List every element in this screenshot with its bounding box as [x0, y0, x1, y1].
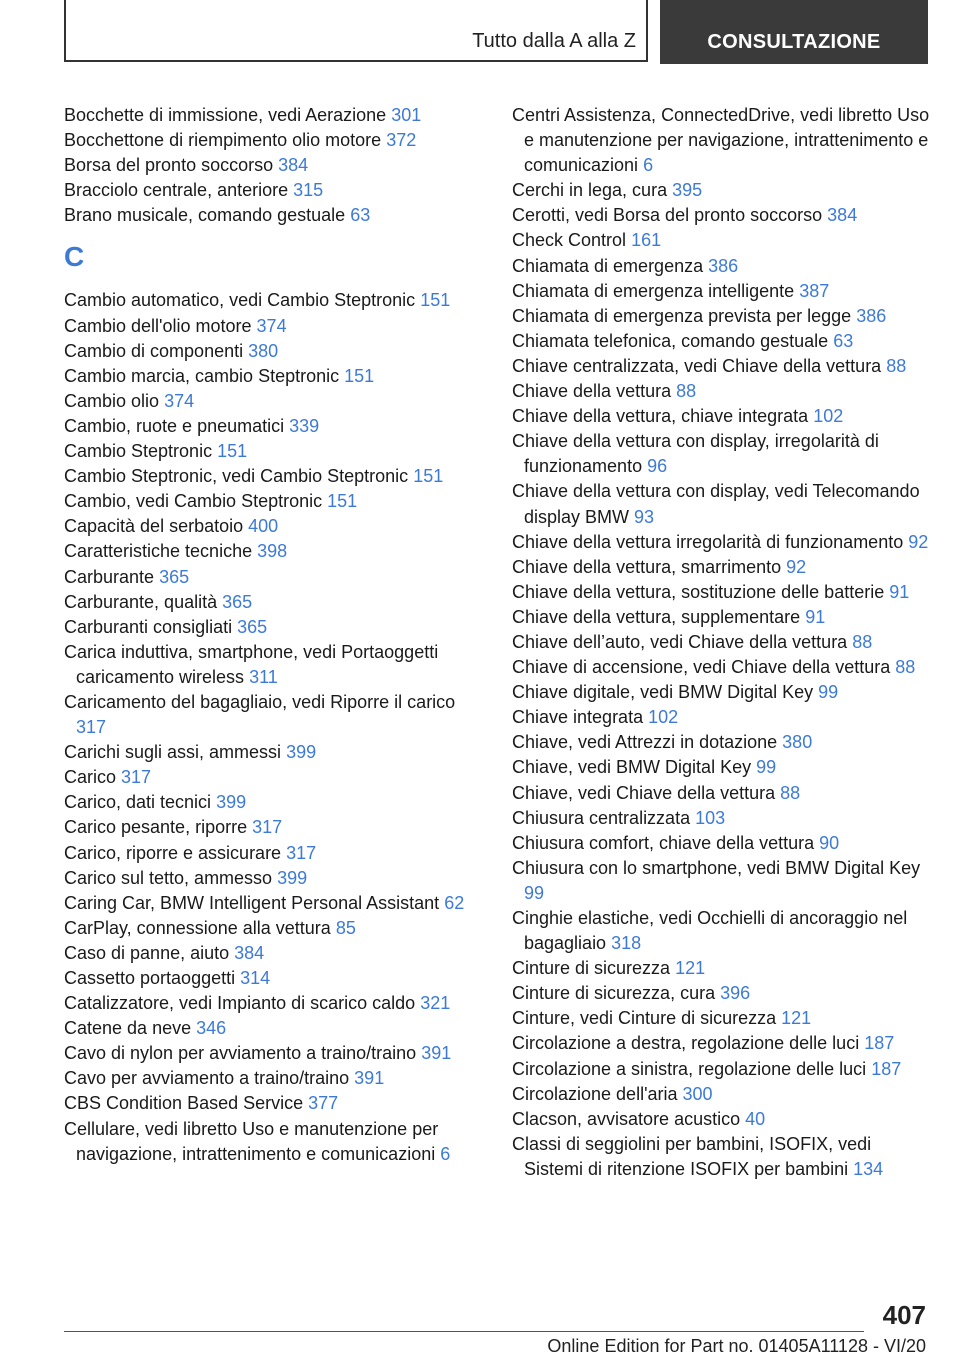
footer-edition: Online Edition for Part no. 01405A11128 - VI/20 [547, 1336, 926, 1356]
index-group-b [64, 103, 484, 228]
index-entry [64, 790, 484, 815]
index-entry-text: Caricamento del bagagliaio, vedi Riporre il carico [64, 691, 456, 712]
index-entry [512, 1107, 930, 1132]
index-entry-text: Cambio olio [64, 390, 160, 411]
index-page-link[interactable]: 102 [813, 406, 844, 427]
index-entry [64, 389, 484, 414]
index-page-link[interactable]: 151 [327, 491, 358, 512]
index-column-right [512, 103, 930, 1182]
index-page-link[interactable]: 384 [827, 205, 858, 226]
index-page-link[interactable]: 365 [237, 616, 268, 637]
index-page-link[interactable]: 121 [781, 1008, 812, 1029]
index-entry-text: Cinture, vedi Cinture di sicurezza [512, 1008, 777, 1029]
index-page-link[interactable]: 384 [278, 155, 309, 176]
index-entry-text: Chiamata di emergenza intelligente [512, 280, 795, 301]
index-entry-text: Carburanti consigliati [64, 616, 233, 637]
index-page-link[interactable]: 399 [277, 867, 308, 888]
index-entry-text: Cinture di sicurezza, cura [512, 983, 716, 1004]
index-page-link[interactable]: 91 [805, 606, 826, 627]
index-page-link[interactable]: 93 [634, 506, 655, 527]
index-entry [64, 740, 484, 765]
index-entry [512, 404, 930, 429]
footer-divider [64, 1331, 864, 1332]
index-entry [512, 755, 930, 780]
index-page-link[interactable]: 99 [818, 682, 839, 703]
index-entry-text: Chiave della vettura, chiave integrata [512, 406, 809, 427]
index-entry-text: Cambio di componenti [64, 340, 244, 361]
index-page-link[interactable]: 387 [799, 280, 830, 301]
index-page-link[interactable]: 40 [745, 1108, 766, 1129]
index-entry [512, 555, 930, 580]
index-entry [64, 128, 484, 153]
index-entry-text: Chiave della vettura, sostituzione delle batterie [512, 581, 885, 602]
index-entry [64, 1066, 484, 1091]
index-entry [512, 856, 930, 906]
index-entry-text: Chiave, vedi BMW Digital Key [512, 757, 752, 778]
index-page-link[interactable]: 300 [682, 1083, 713, 1104]
index-entry [64, 590, 484, 615]
index-page-link[interactable]: 134 [853, 1158, 884, 1179]
index-page-link[interactable]: 121 [675, 958, 706, 979]
index-entry-text: Catene da neve [64, 1018, 192, 1039]
index-page-link[interactable]: 374 [164, 390, 195, 411]
index-page-link[interactable]: 372 [386, 130, 417, 151]
index-entry [512, 429, 930, 479]
index-page-link[interactable]: 395 [672, 180, 703, 201]
index-entry-text: Carichi sugli assi, ammessi [64, 742, 282, 763]
index-entry [64, 489, 484, 514]
index-entry [64, 966, 484, 991]
header-chapter-label: CONSULTAZIONE [707, 31, 881, 53]
index-page-link[interactable]: 6 [643, 155, 654, 176]
index-page-link[interactable]: 314 [240, 968, 271, 988]
index-page-link[interactable]: 365 [159, 566, 190, 587]
index-entry [512, 630, 930, 655]
index-page-link[interactable]: 63 [833, 330, 854, 351]
index-entry-text: Cavo di nylon per avviamento a traino/traino [64, 1043, 417, 1064]
index-entry [512, 103, 930, 178]
index-entry [512, 1031, 930, 1056]
index-entry-text: Cambio, vedi Cambio Steptronic [64, 491, 323, 512]
index-entry [64, 941, 484, 966]
index-entry [512, 1082, 930, 1107]
index-entry [512, 906, 930, 956]
index-page-link[interactable]: 311 [249, 666, 278, 687]
index-entry-text: Bocchette di immissione, vedi Aerazione [64, 105, 387, 125]
index-entry [512, 1057, 930, 1082]
index-page-link[interactable]: 315 [293, 180, 324, 201]
index-entry-text: Circolazione a sinistra, regolazione delle luci [512, 1058, 867, 1079]
page-header [64, 0, 928, 64]
index-page-link[interactable]: 396 [720, 983, 751, 1004]
index-entry-text: Chiave, vedi Chiave della vettura [512, 782, 776, 803]
index-entry-text: Borsa del pronto soccorso [64, 155, 274, 176]
index-entry [64, 815, 484, 840]
index-entry [64, 765, 484, 790]
index-entry [512, 530, 930, 555]
index-entry-text: Cellulare, vedi libretto Uso e manutenzione per navigazione, intrattenimento e comunicazioni [64, 1118, 439, 1164]
index-page-link[interactable]: 90 [819, 832, 840, 853]
index-entry-text: Brano musicale, comando gestuale [64, 205, 346, 226]
index-entry-text: Chiave dell’auto, vedi Chiave della vettura [512, 631, 848, 652]
index-entry-text: Clacson, avvisatore acustico [512, 1108, 741, 1129]
index-entry-text: Cinghie elastiche, vedi Occhielli di ancoraggio nel bagagliaio [512, 908, 908, 954]
index-entry [512, 279, 930, 304]
index-entry [64, 866, 484, 891]
index-page-link[interactable]: 317 [286, 842, 317, 863]
index-page-link[interactable]: 339 [289, 415, 320, 436]
header-chapter-tab [660, 0, 928, 64]
index-page-link[interactable]: 380 [782, 732, 813, 753]
index-entry-text: Chiusura centralizzata [512, 807, 691, 828]
index-entry-text: Cambio dell'olio motore [64, 315, 252, 336]
index-entry [64, 690, 484, 740]
index-page-link[interactable]: 398 [257, 541, 288, 562]
index-page-link[interactable]: 391 [421, 1043, 452, 1064]
index-entry [64, 514, 484, 539]
index-entry-text: Cerchi in lega, cura [512, 180, 668, 201]
index-entry [512, 254, 930, 279]
index-page-link[interactable]: 88 [852, 631, 873, 652]
index-page-link[interactable]: 88 [886, 355, 907, 376]
index-entry [64, 615, 484, 640]
index-page-link[interactable]: 318 [611, 933, 642, 954]
index-entry-text: Carica induttiva, smartphone, vedi Portaoggetti caricamento wireless [64, 641, 439, 687]
index-entry [64, 414, 484, 439]
index-entry [64, 1117, 484, 1167]
index-page-link[interactable]: 365 [222, 591, 253, 612]
index-page-link[interactable]: 62 [444, 892, 465, 913]
index-page-link[interactable]: 151 [344, 365, 375, 386]
index-entry [64, 991, 484, 1016]
index-page-link[interactable]: 92 [908, 531, 929, 552]
index-group-c [64, 288, 484, 1166]
index-page-link[interactable]: 377 [308, 1093, 339, 1114]
index-entry [512, 1132, 930, 1182]
index-entry-text: Caso di panne, aiuto [64, 942, 230, 963]
index-entry-text: Cambio Steptronic, vedi Cambio Steptronic [64, 466, 409, 487]
index-entry [512, 379, 930, 404]
index-entry [64, 1016, 484, 1041]
index-entry [512, 705, 930, 730]
index-page-link[interactable]: 317 [252, 817, 283, 838]
index-entry-text: Centri Assistenza, ConnectedDrive, vedi libretto Uso e manutenzione per navigazione, intrattenimento e comunicazioni [512, 105, 930, 176]
index-entry-text: Carico, riporre e assicurare [64, 842, 282, 863]
index-page-link[interactable]: 317 [121, 767, 152, 788]
index-entry-text: Chiusura con lo smartphone, vedi BMW Digital Key [512, 857, 921, 878]
index-entry [512, 680, 930, 705]
index-entry-text: CBS Condition Based Service [64, 1093, 304, 1114]
index-entry-text: Caratteristiche tecniche [64, 541, 253, 562]
index-entry-text: Chiamata di emergenza prevista per legge [512, 305, 852, 326]
index-entry-text: Chiave della vettura con display, vedi Telecomando display BMW [512, 481, 920, 527]
index-entry [64, 439, 484, 464]
index-entry-text: Chiave della vettura con display, irregolarità di funzionamento [512, 431, 879, 477]
index-page-link[interactable]: 99 [756, 757, 777, 778]
index-entry-text: Bocchettone di riempimento olio motore [64, 130, 382, 151]
index-entry-text: Classi di seggiolini per bambini, ISOFIX, vedi Sistemi di ritenzione ISOFIX per bambini [512, 1133, 872, 1179]
index-page-link[interactable]: 91 [889, 581, 910, 602]
index-page-link[interactable]: 400 [248, 516, 279, 537]
index-entry [64, 314, 484, 339]
index-entry-text: Chiusura comfort, chiave della vettura [512, 832, 815, 853]
index-entry [64, 288, 484, 313]
index-entry-text: Cambio automatico, vedi Cambio Steptronic [64, 290, 416, 311]
index-page-link[interactable]: 151 [420, 290, 451, 311]
index-entry-text: Chiamata di emergenza [512, 255, 704, 276]
index-page-link[interactable]: 187 [871, 1058, 902, 1079]
index-page-link[interactable]: 384 [234, 942, 265, 963]
index-page-link[interactable]: 321 [420, 993, 451, 1014]
page-number: 407 [882, 1300, 926, 1330]
index-entry [64, 916, 484, 941]
index-page-link[interactable]: 88 [780, 782, 801, 803]
index-entry-text: Chiamata telefonica, comando gestuale [512, 330, 829, 351]
index-entry-text: Chiave della vettura [512, 381, 672, 402]
index-page-link[interactable]: 103 [695, 807, 726, 828]
index-entry [64, 565, 484, 590]
index-entry [64, 891, 484, 916]
index-entry-text: Carico [64, 767, 117, 788]
index-page-link[interactable]: 380 [248, 340, 279, 361]
index-entry [512, 806, 930, 831]
index-entry-text: Cavo per avviamento a traino/traino [64, 1068, 350, 1089]
index-entry [64, 841, 484, 866]
index-letter-heading: C [64, 241, 85, 273]
index-entry [512, 781, 930, 806]
index-entry [512, 354, 930, 379]
index-page-link[interactable]: 102 [648, 707, 679, 728]
index-page-link[interactable]: 96 [647, 456, 668, 477]
index-entry [64, 539, 484, 564]
index-page-link[interactable]: 317 [76, 717, 107, 738]
index-entry-text: Caring Car, BMW Intelligent Personal Assistant [64, 892, 440, 913]
index-entry [512, 580, 930, 605]
index-entry [64, 203, 484, 228]
index-entry-text: Cambio, ruote e pneumatici [64, 415, 285, 436]
index-entry-text: Chiave centralizzata, vedi Chiave della vettura [512, 355, 882, 376]
index-entry-text: Circolazione dell'aria [512, 1083, 678, 1104]
index-entry-text: Cerotti, vedi Borsa del pronto soccorso [512, 205, 823, 226]
index-entry-text: Chiave della vettura, supplementare [512, 606, 801, 627]
index-page-link[interactable]: 63 [350, 205, 371, 226]
header-section-box [64, 0, 648, 62]
index-page-link[interactable]: 374 [256, 315, 287, 336]
index-page-link[interactable]: 6 [440, 1143, 451, 1164]
index-page-link[interactable]: 346 [196, 1018, 227, 1039]
index-page-link[interactable]: 301 [391, 105, 422, 125]
index-entry [64, 178, 484, 203]
index-page-link[interactable]: 399 [216, 792, 247, 813]
index-page-link[interactable]: 99 [524, 882, 545, 903]
index-entry-text: Chiave integrata [512, 707, 644, 728]
index-entry [512, 228, 930, 253]
index-page-link[interactable]: 88 [676, 381, 697, 402]
index-entry-text: Chiave della vettura, smarrimento [512, 556, 782, 577]
index-entry-text: Carico pesante, riporre [64, 817, 248, 838]
index-entry [64, 1091, 484, 1116]
index-entry [512, 730, 930, 755]
index-entry-text: Capacità del serbatoio [64, 516, 244, 537]
index-entry [512, 605, 930, 630]
index-entry [512, 178, 930, 203]
index-entry-text: Cambio marcia, cambio Steptronic [64, 365, 340, 386]
index-entry [512, 831, 930, 856]
index-page-link[interactable]: 85 [335, 917, 356, 938]
index-entry-text: Carburante, qualità [64, 591, 218, 612]
index-entry [512, 203, 930, 228]
index-entry [64, 103, 484, 128]
index-entry [64, 464, 484, 489]
index-entry [512, 956, 930, 981]
index-page-link[interactable]: 399 [286, 742, 317, 763]
index-page-link[interactable]: 187 [864, 1033, 895, 1054]
index-entry [512, 304, 930, 329]
index-entry-text: Chiave della vettura irregolarità di funzionamento [512, 531, 904, 552]
index-entry [64, 339, 484, 364]
index-page-link[interactable]: 161 [631, 230, 662, 251]
index-entry [512, 479, 930, 529]
index-entry-text: Bracciolo centrale, anteriore [64, 180, 289, 201]
index-entry-text: Circolazione a destra, regolazione delle luci [512, 1033, 860, 1054]
index-page-link[interactable]: 92 [786, 556, 807, 577]
index-page-link[interactable]: 391 [354, 1068, 385, 1089]
index-entry [64, 1041, 484, 1066]
index-page-link[interactable]: 88 [895, 657, 916, 678]
index-entry [64, 153, 484, 178]
index-column-left [64, 103, 484, 1167]
index-page-link[interactable]: 386 [708, 255, 739, 276]
index-entry-text: Chiave di accensione, vedi Chiave della vettura [512, 657, 891, 678]
index-page-link[interactable]: 151 [413, 466, 444, 487]
index-entry-text: Check Control [512, 230, 627, 251]
index-entry [64, 364, 484, 389]
index-group-c-continued [512, 103, 930, 1182]
index-page-link[interactable]: 386 [856, 305, 887, 326]
index-entry-text: Cassetto portaoggetti [64, 968, 236, 988]
index-entry-text: Cinture di sicurezza [512, 958, 671, 979]
index-entry-text: Carico, dati tecnici [64, 792, 212, 813]
index-entry [512, 329, 930, 354]
index-entry-text: Catalizzatore, vedi Impianto di scarico caldo [64, 993, 416, 1014]
index-entry-text: Chiave digitale, vedi BMW Digital Key [512, 682, 814, 703]
index-page-link[interactable]: 151 [217, 441, 248, 462]
index-entry [512, 981, 930, 1006]
index-entry-text: CarPlay, connessione alla vettura [64, 917, 331, 938]
header-section-title: Tutto dalla A alla Z [472, 30, 636, 52]
index-entry [64, 640, 484, 690]
index-entry-text: Cambio Steptronic [64, 441, 213, 462]
index-entry-text: Carburante [64, 566, 155, 587]
index-entry-text: Chiave, vedi Attrezzi in dotazione [512, 732, 778, 753]
index-entry-text: Carico sul tetto, ammesso [64, 867, 273, 888]
index-entry [512, 655, 930, 680]
index-entry [512, 1006, 930, 1031]
